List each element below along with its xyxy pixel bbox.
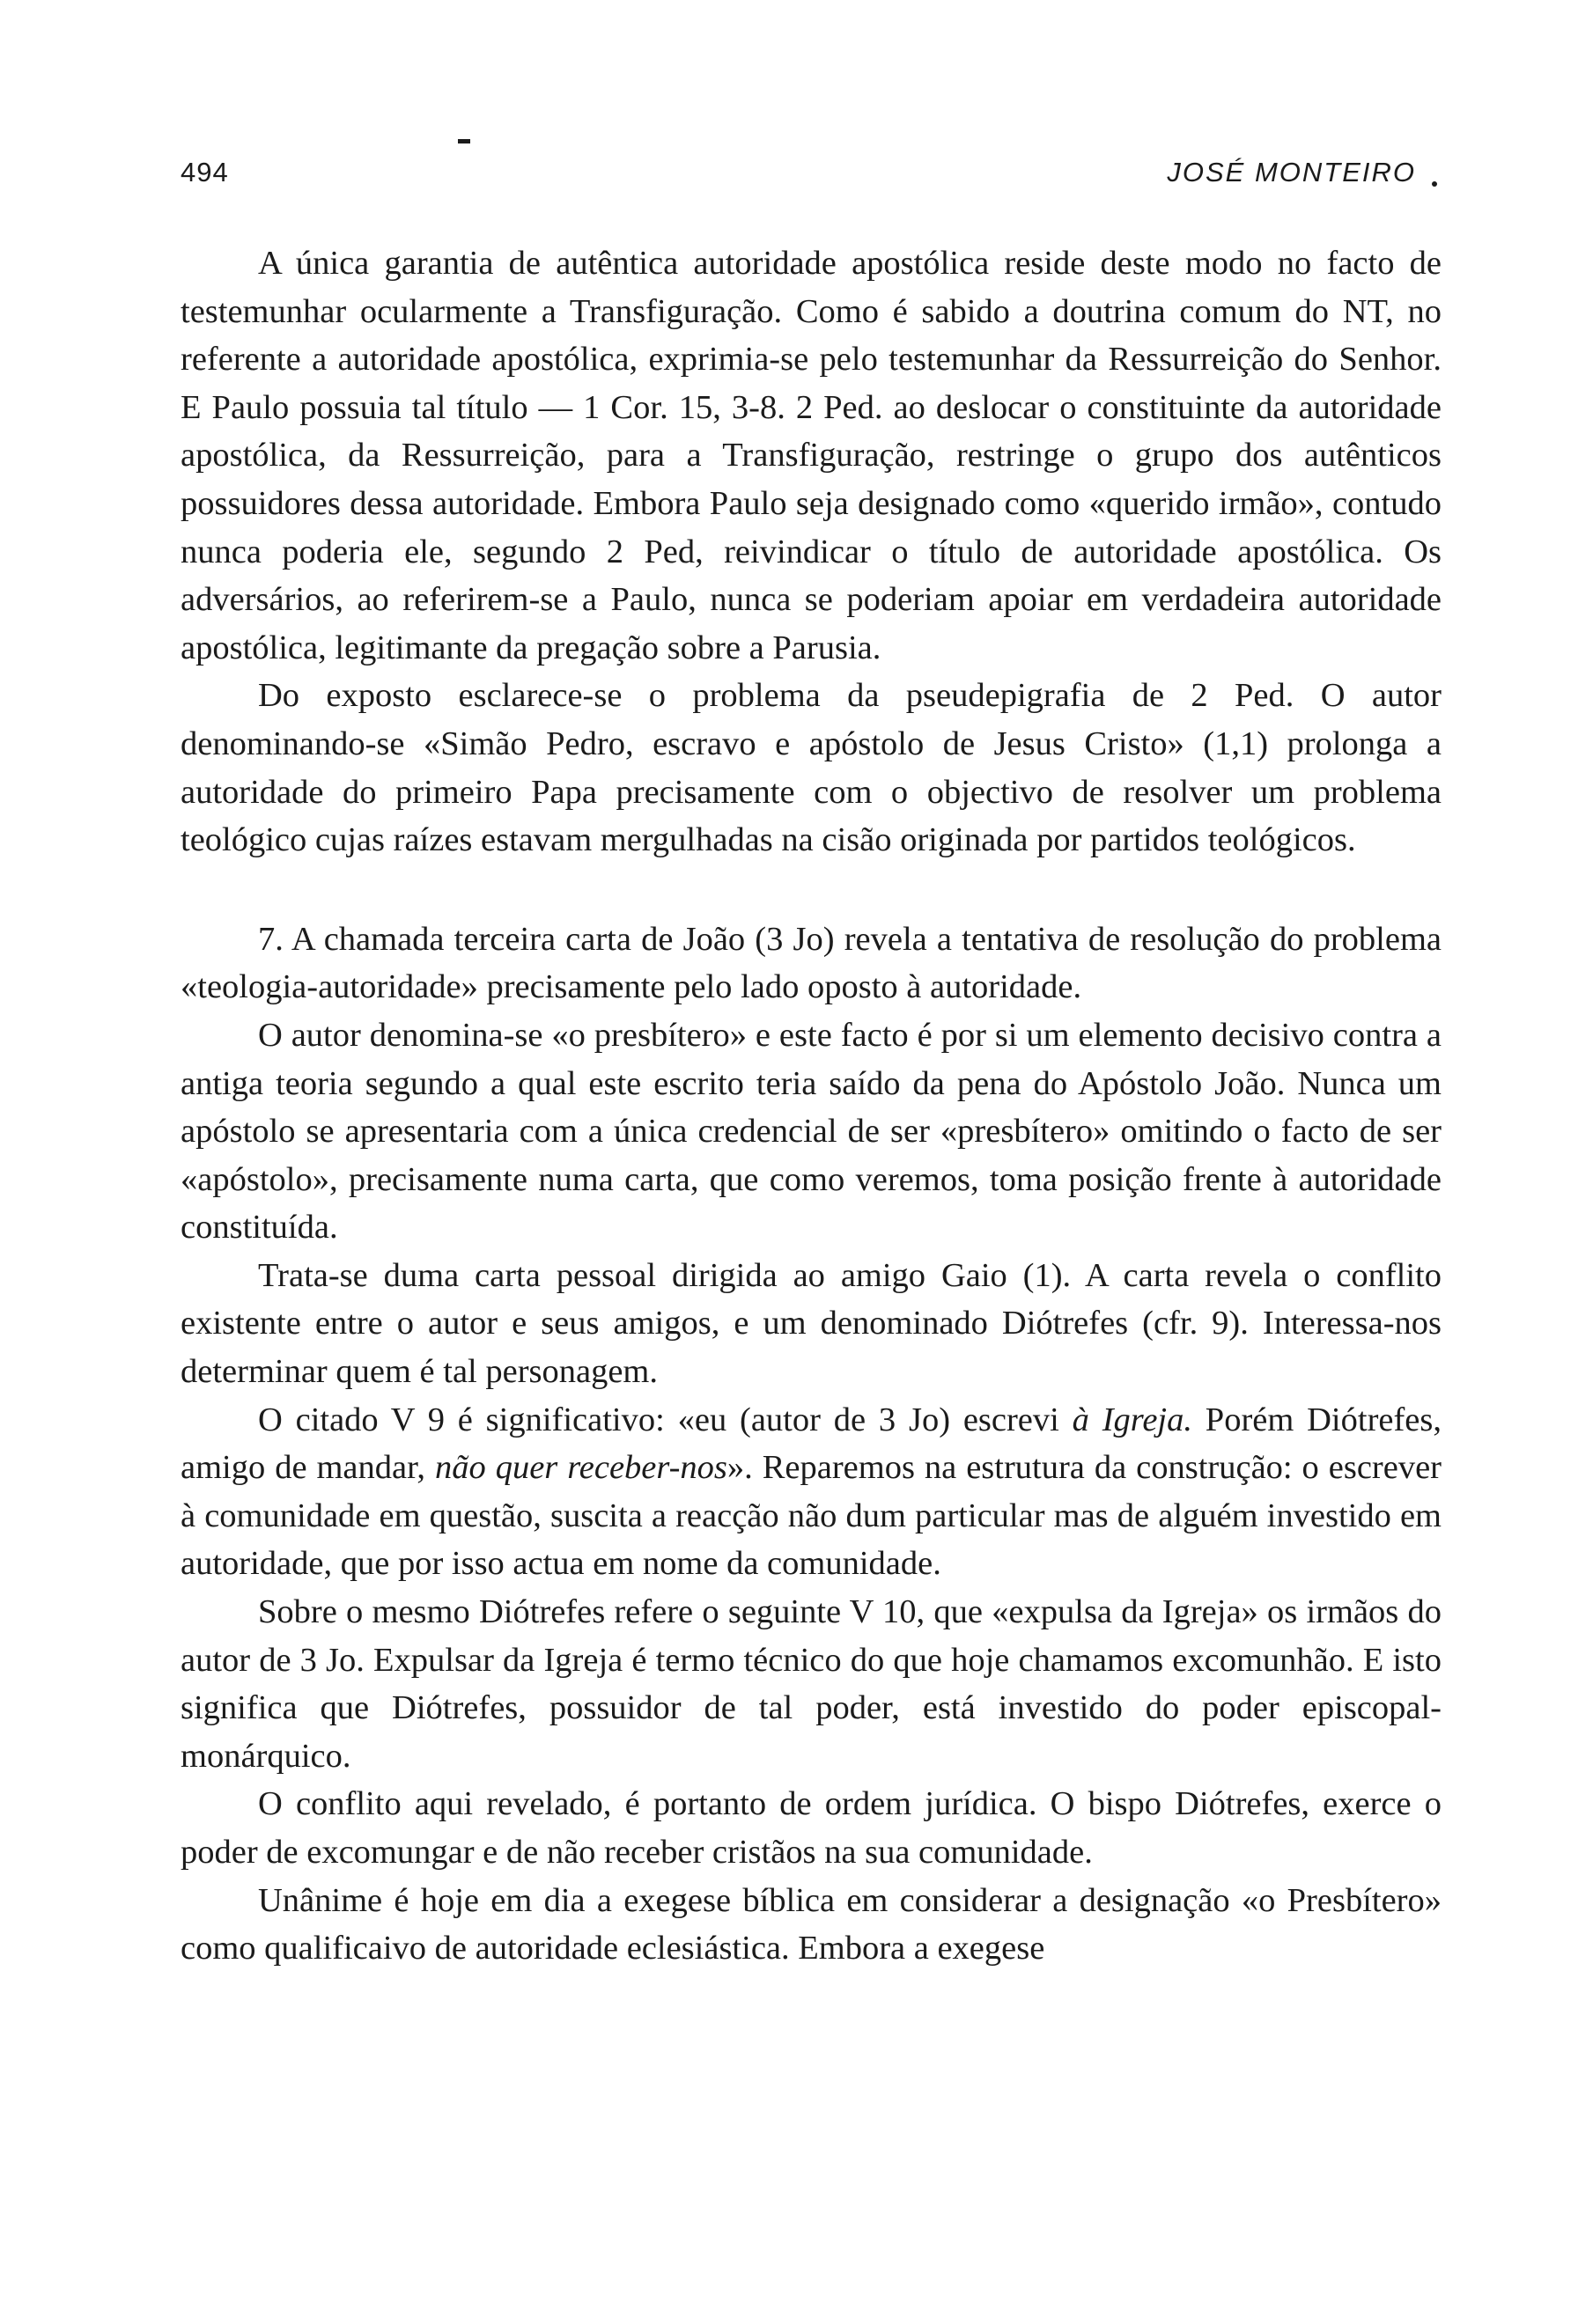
print-mark: [458, 139, 470, 143]
header-dot: [1432, 181, 1437, 187]
paragraph-text: ». Reparemos na estrutura da construção: o escrever à comunidade em questão, suscita a reacção não dum particular mas de alguém investido em autoridade, que por isso actua em nome da comunidade.: [181, 1449, 1442, 1583]
paragraph: A única garantia de autêntica autoridade apostólica reside deste modo no facto de testemunhar ocularmente a Transfiguração. Como é sabido a doutrina comum do NT, no referente a autoridade apostólica, exprimia-se pelo testemunhar da Ressurreição do Senhor. E Paulo possuia tal título — 1 Cor. 15, 3-8. 2 Ped. ao deslocar o constituinte da autoridade apostólica, da Ressurreição, para a Transfiguração, restringe o grupo dos autênticos possuidores dessa autoridade. Embora Paulo seja designado como «querido irmão», contudo nunca poderia ele, segundo 2 Ped, reivindicar o título de autoridade apostólica. Os adversários, ao referirem-se a Paulo, nunca se poderiam apoiar em verdadeira autoridade apostólica, legitimante da pregação sobre a Parusia.: [181, 245, 1442, 666]
body-text: [181, 239, 1442, 1973]
page-number: 494: [181, 157, 229, 188]
italic-emphasis: à Igreja.: [1072, 1401, 1192, 1438]
paragraph-text: O citado V 9 é significativo: «eu (autor de 3 Jo) escrevi: [258, 1401, 1073, 1438]
paragraph: Do exposto esclarece-se o problema da pseudepigrafia de 2 Ped. O autor denominando-se «Simão Pedro, escravo e apóstolo de Jesus Cristo» (1,1) prolonga a autoridade do primeiro Papa precisamente com o objectivo de resolver um problema teológico cujas raízes estavam mergulhadas na cisão originada por partidos teológicos.: [181, 677, 1442, 859]
paragraph: [181, 1396, 1442, 1588]
paragraph-section-7: 7. A chamada terceira carta de João (3 Jo) revela a tentativa de resolução do problema «teologia-autoridade» precisamente pelo lado oposto à autoridade.: [181, 920, 1442, 1006]
paragraph: Sobre o mesmo Diótrefes refere o seguinte V 10, que «expulsa da Igreja» os irmãos do autor de 3 Jo. Expulsar da Igreja é termo técnico do que hoje chamamos excomunhão. E isto significa que Diótrefes, possuidor de tal poder, está investido do poder episcopal-monárquico.: [181, 1593, 1442, 1775]
page-header: [181, 157, 1437, 201]
paragraph: O autor denomina-se «o presbítero» e este facto é por si um elemento decisivo contra a antiga teoria segundo a qual este escrito teria saído da pena do Apóstolo João. Nunca um apóstolo se apresentaria com a única credencial de ser «presbítero» omitindo o facto de ser «apóstolo», precisamente numa carta, que como veremos, toma posição frente à autoridade constituída.: [181, 1016, 1442, 1247]
section-gap: [181, 864, 1442, 916]
running-head-author: JOSÉ MONTEIRO: [1167, 157, 1416, 188]
paragraph-text: Porém Diótrefes, amigo de mandar,: [181, 1401, 1442, 1487]
paragraph: Trata-se duma carta pessoal dirigida ao amigo Gaio (1). A carta revela o conflito existente entre o autor e seus amigos, e um denominado Diótrefes (cfr. 9). Interessa-nos determinar quem é tal personagem.: [181, 1256, 1442, 1391]
paragraph: Unânime é hoje em dia a exegese bíblica em considerar a designação «o Presbítero» como qualificaivo de autoridade eclesiástica. Embora a exegese: [181, 1881, 1442, 1967]
paragraph: O conflito aqui revelado, é portanto de ordem jurídica. O bispo Diótrefes, exerce o poder de excomungar e de não receber cristãos na sua comunidade.: [181, 1785, 1442, 1871]
italic-emphasis: não quer receber-nos: [434, 1449, 727, 1487]
